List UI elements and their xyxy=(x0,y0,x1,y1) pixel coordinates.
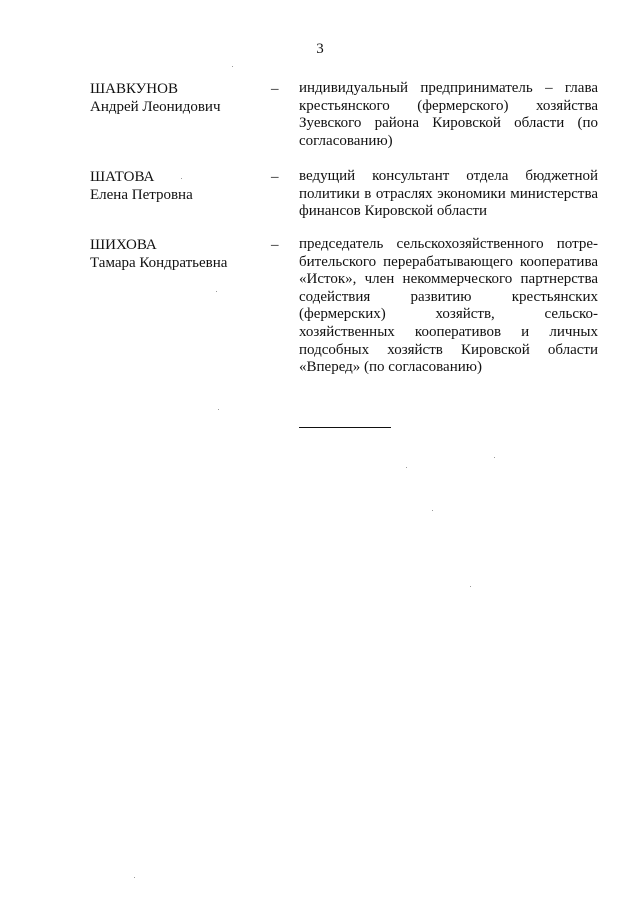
member-name xyxy=(90,80,260,116)
position-line: подсобных хозяйств Кировской области xyxy=(299,341,598,358)
member-given-names: Тамара Кондратьевна xyxy=(90,255,228,271)
member-surname: ШИХОВА xyxy=(90,237,157,253)
position-line: содействия развитию крестьянских xyxy=(299,288,598,305)
position-line: политики в отраслях экономики министерства xyxy=(299,185,598,202)
position-line: финансов Кировской области xyxy=(299,203,488,220)
scan-speck xyxy=(232,66,233,67)
member-position xyxy=(299,80,598,150)
position-line: индивидуальный предприниматель – глава xyxy=(299,80,598,96)
end-of-list-rule xyxy=(299,427,391,428)
position-line: «Исток», член некоммерческого партнерства xyxy=(299,271,598,288)
scan-speck xyxy=(181,178,182,179)
separator-dash: – xyxy=(271,169,279,185)
scan-speck xyxy=(218,409,219,410)
position-line: Зуевского района Кировской области (по xyxy=(299,115,598,132)
member-position xyxy=(299,168,598,221)
separator-dash: – xyxy=(271,81,279,97)
member-name xyxy=(90,168,260,204)
member-surname: ШАВКУНОВ xyxy=(90,81,178,97)
member-position xyxy=(299,236,598,377)
scan-speck xyxy=(134,877,135,878)
separator-dash: – xyxy=(271,237,279,253)
position-line: «Вперед» (по согласованию) xyxy=(299,359,482,376)
position-line: крестьянского (фермерского) хозяйства xyxy=(299,97,598,114)
scan-speck xyxy=(406,467,407,468)
position-line: ведущий консультант отдела бюджетной xyxy=(299,168,598,184)
position-line: бительского перерабатывающего кооператива xyxy=(299,253,598,270)
position-line: хозяйственных кооперативов и личных xyxy=(299,323,598,340)
position-line: председатель сельскохозяйственного потре- xyxy=(299,236,598,252)
page-number: 3 xyxy=(316,41,324,57)
member-name xyxy=(90,236,260,272)
member-given-names: Андрей Леонидович xyxy=(90,99,221,115)
member-given-names: Елена Петровна xyxy=(90,187,193,203)
position-line: согласованию) xyxy=(299,132,393,149)
scan-speck xyxy=(470,586,471,587)
scan-speck xyxy=(216,291,217,292)
member-surname: ШАТОВА xyxy=(90,169,155,185)
scan-speck xyxy=(432,510,433,511)
scan-speck xyxy=(494,457,495,458)
position-line: (фермерских) хозяйств, сельско- xyxy=(299,306,598,323)
